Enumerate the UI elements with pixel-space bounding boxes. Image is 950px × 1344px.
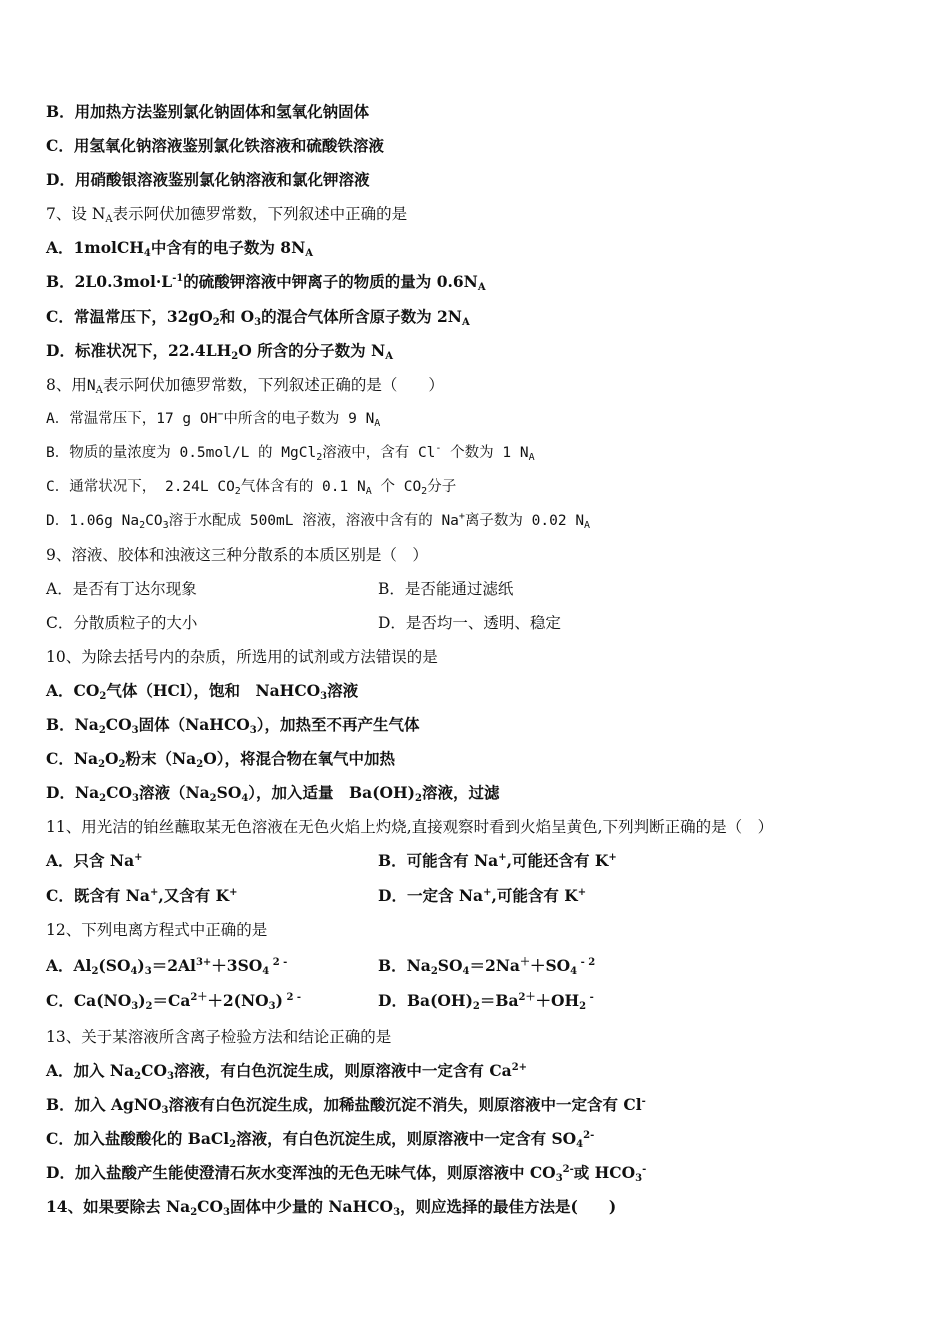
q10-option-a: A．$CO_2$气体（HCl），饱和 NaHCO$_3$溶液 [46, 681, 359, 702]
q13-option-b: B．加入 AgNO$_3$溶液有白色沉淀生成，加稀盐酸沉淀不消失，则原溶液中一定含有 Cl- [46, 1095, 646, 1116]
q7-option-a: A．1molCH$_4$中含有的电子数为 $8N_A$ [46, 238, 314, 259]
q12-option-a: A．$Al_2(SO_4)_3=2Al^{3+}+3SO_4$ $^{2 -}$ [46, 956, 288, 977]
q7-option-b: B．$2L0.3mol\cdot L^{-1}$的硫酸钾溶液中钾离子的物质的量为 $0.6N_A$ [46, 272, 486, 293]
q12-option-d: D．$Ba(OH)_2=Ba^{2+}+OH_2$ - [378, 991, 594, 1012]
q9-option-a: A．是否有丁达尔现象 [46, 580, 197, 598]
q6-option-d: D．用硝酸银溶液鉴别氯化钠溶液和氯化钾溶液 [46, 170, 370, 189]
q8-option-c: C．通常状况下， 2.24L $CO_2$气体含有的 0.1 $N_A$ 个 $CO_2$分子 [46, 479, 457, 497]
q11-stem: 11、用光洁的铂丝蘸取某无色溶液在无色火焰上灼烧,直接观察时看到火焰呈黄色,下列判断正确的是（ ） [46, 818, 774, 836]
q8-option-b: B．物质的量浓度为 0.5mol/L 的 MgCl$_2$溶液中，含有 Cl- 个数为 1 $N_A$ [46, 443, 535, 463]
q6-option-c: C．用氢氧化钠溶液鉴别氯化铁溶液和硫酸铁溶液 [46, 136, 384, 155]
q11-option-c: C．既含有 Na+,又含有 K+ [46, 886, 238, 905]
q14-stem: 14、如果要除去 $Na_2CO_3$固体中少量的 NaHCO$_3$，则应选择的最佳方法是( ) [46, 1197, 617, 1218]
q12-option-b: B．$Na_2SO_4=2Na^++SO_4$ $^{- 2}$ [378, 956, 596, 977]
q9-option-c: C．分散质粒子的大小 [46, 614, 198, 632]
q7-option-c: C．常温常压下，$32gO_2$和 $O_3$的混合气体所含原子数为 $2N_A$ [46, 307, 470, 328]
q11-option-b: B．可能含有 Na+,可能还含有 K+ [378, 851, 617, 870]
q9-option-b: B．是否能通过滤纸 [378, 580, 514, 598]
q12-stem: 12、下列电离方程式中正确的是 [46, 921, 268, 939]
q6-option-b: B．用加热方法鉴别氯化钠固体和氢氧化钠固体 [46, 102, 370, 121]
q9-option-d: D．是否均一、透明、稳定 [378, 614, 561, 632]
q10-option-d: D．$Na_2CO_3$溶液$(Na_2SO_4)$，加入适量 $Ba(OH)_2$溶液，过滤 [46, 783, 500, 804]
q7-option-d: D．标准状况下，$22.4LH_2O$ 所含的分子数为 $N_A$ [46, 341, 393, 362]
q13-option-a: A．加入 $Na_2CO_3$溶液，有白色沉淀生成，则原溶液中一定含有 $Ca^{2+}$ [46, 1061, 528, 1082]
q8-option-d: D．1.06g $Na_2CO_3$溶于水配成 500mL 溶液，溶液中含有的 Na+离子数为 0.02 $N_A$ [46, 511, 591, 531]
q11-option-d: D．一定含 Na+,可能含有 K+ [378, 886, 587, 905]
q10-option-c: C．$Na_2O_2$粉末$(Na_2O)$，将混合物在氧气中加热 [46, 749, 395, 770]
q9-stem: 9、溶液、胶体和浊液这三种分散系的本质区别是（ ） [46, 546, 428, 564]
q10-option-b: B．$Na_2CO_3$固体（NaHCO$_3$），加热至不再产生气体 [46, 715, 420, 736]
q10-stem: 10、为除去括号内的杂质，所选用的试剂或方法错误的是 [46, 648, 438, 666]
q8-stem: 8、用$N_A$表示阿伏加德罗常数，下列叙述正确的是（ ） [46, 376, 444, 396]
q7-stem: 7、设 $N_A$表示阿伏加德罗常数，下列叙述中正确的是 [46, 205, 408, 225]
q13-option-c: C．加入盐酸酸化的 BaCl$_2$溶液，有白色沉淀生成，则原溶液中一定含有 $SO_4^{2-}$ [46, 1129, 595, 1150]
q8-option-a: A．常温常压下，17 g OH−中所含的电子数为 9 $N_A$ [46, 409, 381, 429]
q12-option-c: C．$Ca(NO_3)_2=Ca^{2+}+2(NO_3)$ $^{2 -}$ [46, 991, 302, 1012]
q13-option-d: D．加入盐酸产生能使澄清石灰水变浑浊的无色无味气体，则原溶液中 $CO_3^{2-}$或 $HCO_3^-$ [46, 1163, 647, 1184]
q11-option-a: A．只含 Na+ [46, 851, 143, 870]
q13-stem: 13、关于某溶液所含离子检验方法和结论正确的是 [46, 1028, 392, 1046]
